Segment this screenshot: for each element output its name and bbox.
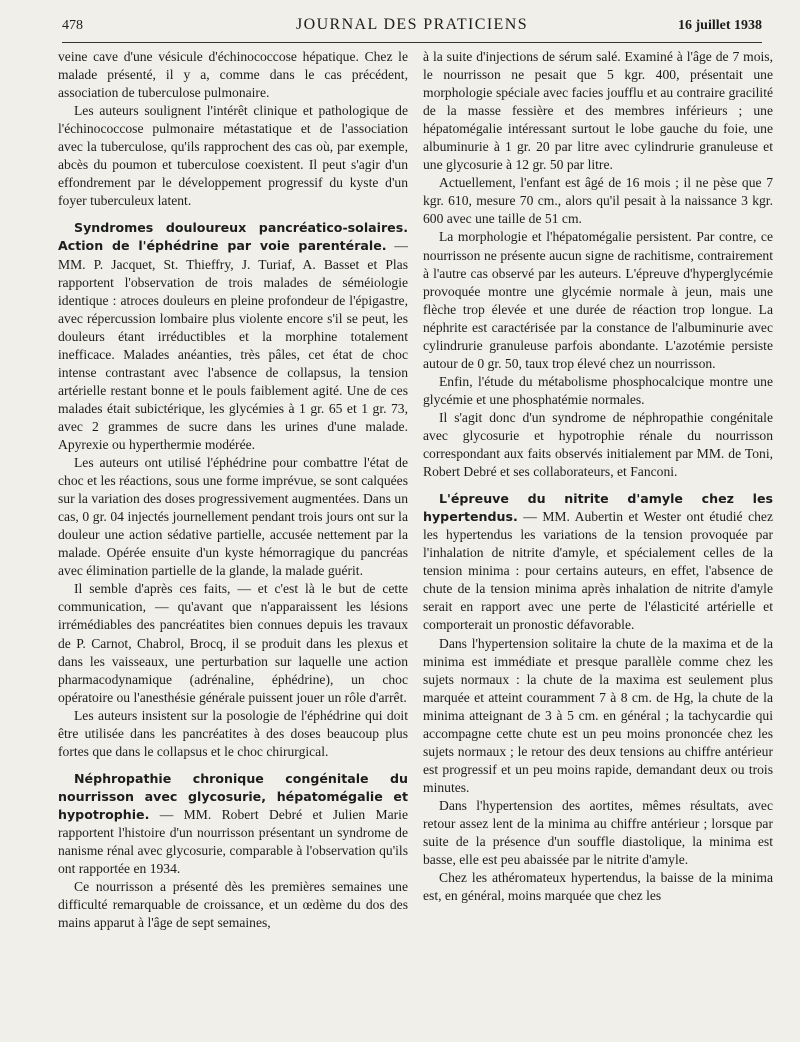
section-nephropathie	[58, 770, 408, 878]
right-column	[423, 48, 773, 905]
paragraph: Enfin, l'étude du métabolisme phosphocalcique montre une glycémie et une phosphatémie normales.	[423, 373, 773, 407]
paragraph: Actuellement, l'enfant est âgé de 16 mois ; il ne pèse que 7 kgr. 610, mesure 70 cm., alors qu'il pesait à la naissance 3 kgr. 600 avec une taille de 51 cm.	[423, 175, 773, 227]
section-title: Syndromes douloureux pancréatico-solaires. Action de l'éphédrine par voie parentérale.	[58, 220, 408, 254]
left-column	[58, 48, 408, 932]
page-header	[62, 14, 762, 43]
page-number: 478	[62, 18, 83, 33]
section-text: — MM. P. Jacquet, St. Thieffry, J. Turiaf, A. Basset et Plas rapportent l'observation de trois malades de séméiologie identique : atroces douleurs en pleine profondeur de l'épigastre, avec répercussion lombaire plus violente encore s'il se peut, les douleurs étant irréductibles et la morphine totalement inefficace. Malades anéanties, très pâles, cet état de choc intense contrastant avec l'absence de collapsus, la tension artérielle restant bonne et le pouls faiblement agité. Une de ces malades était subictérique, les glycémies à 1 gr. 65 et 1 gr. 73, avec 2 grammes de sucre dans les urines d'une malade. Apyrexie ou hyperthermie modérée.	[58, 238, 408, 452]
paragraph: Dans l'hypertension solitaire la chute de la maxima et de la minima est immédiate et presque parallèle comme chez les sujets normaux : la chute de la maxima est seulement plus marquée et atteint couramment 7 à 8 cm. de Hg, la chute de la minima atteignant de 3 à 5 cm. en général ; la tachycardie qui accompagne cette chute est un peu moins prononcée chez les sujets normaux ; le retour des deux tensions au chiffre antérieur est progressif et un peu moins rapide, demandant deux ou trois minutes.	[423, 635, 773, 795]
section-pancreatico	[58, 219, 408, 454]
journal-title: JOURNAL DES PRATICIENS	[295, 16, 528, 33]
paragraph: Dans l'hypertension des aortites, mêmes résultats, avec retour assez lent de la minima au chiffre antérieur ; lorsque par suite de la présence d'un souffle diastolique, la minima est basse, elle est peu abaissée par le nitrite d'amyle.	[423, 797, 773, 868]
paragraph: Il s'agit donc d'un syndrome de néphropathie congénitale avec glycosurie et hypotrophie rénale du nourrisson correspondant aux faits observés initialement par MM. de Toni, Robert Debré et ses collaborateurs, et Fanconi.	[423, 409, 773, 480]
paragraph: Il semble d'après ces faits, — et c'est là le but de cette communication, — qu'avant que n'apparaissent les lésions irrémédiables des pancréatites bien connues depuis les travaux de P. Carnot, Chabrol, Brocq, il se produit dans les plexus et dans les vaisseaux, une perturbation sur laquelle une action pharmacodynamique (adrénaline, éphédrine), un choc opératoire ou l'anesthésie générale puissent jouer un rôle d'arrêt.	[58, 581, 408, 705]
section-text: — MM. Aubertin et Wester ont étudié chez les hypertendus les variations de la tension provoquée par l'inhalation de nitrite d'amyle, et spécialement celles de la tension minima : pour certains auteurs, en effet, l'absence de chute de la tension minima après inhalation de nitrite d'amyle serait en rapport avec une perte de l'élasticité artérielle et comporterait un pronostic défavorable.	[423, 509, 773, 633]
paragraph: La morphologie et l'hépatomégalie persistent. Par contre, ce nourrisson ne présente aucun signe de rachitisme, contrairement à l'autre cas observé par les auteurs. L'épreuve d'hyperglycémie provoquée montre une glycémie normale à jeun, mais une flèche trop élevée et une durée de réaction trop longue. La néphrite est caractérisée par la constance de l'albuminurie avec cylindrurie granuleuse parfois abondante. L'azotémie persiste autour de 0 gr. 50, taux trop élevé chez un nourrisson.	[423, 229, 773, 371]
paragraph: à la suite d'injections de sérum salé. Examiné à l'âge de 7 mois, le nourrisson ne pesait que 5 kgr. 400, présentait une morphologie spéciale avec facies joufflu et au contraire gracilité de la masse fessière et des membres inférieurs ; une hépatomégalie intéressant surtout le lobe gauche du foie, une albuminurie à 1 gr. 20 par litre avec cylindrurie granuleuse et une glycosurie à 12 gr. 50 par litre.	[423, 49, 773, 173]
paragraph: veine cave d'une vésicule d'échinococcose hépatique. Chez le malade présenté, il y a, comme dans le cas précédent, association de tuberculose pulmonaire.	[58, 49, 408, 101]
paragraph: Les auteurs soulignent l'intérêt clinique et pathologique de l'échinococcose pulmonaire métastatique et de l'association avec la tuberculose, qu'ils rapprochent des cas où, par exemple, abcès du poumon et tuberculose coexistent. Il peut s'agir d'un effondrement par le développement progressif du kyste d'un foyer tuberculeux latent.	[58, 103, 408, 209]
issue-date: 16 juillet 1938	[678, 18, 762, 33]
paragraph: Les auteurs insistent sur la posologie de l'éphédrine qui doit être utilisée dans les pancréatites à des doses beaucoup plus fortes que dans le collapsus et le choc chirurgical.	[58, 707, 408, 759]
paragraph: Ce nourrisson a présenté dès les premières semaines une difficulté remarquable de croissance, et un œdème du dos des mains apparut à l'âge de sept semaines,	[58, 879, 408, 931]
section-nitrite	[423, 490, 773, 634]
paragraph: Chez les athéromateux hypertendus, la baisse de la minima est, en général, moins marquée que chez les	[423, 870, 773, 904]
section-title: Néphropathie chronique congénitale du nourrisson avec glycosurie, hépatomégalie et hypotrophie.	[58, 770, 408, 822]
paragraph: Les auteurs ont utilisé l'éphédrine pour combattre l'état de choc et les réactions, sous une forme imprévue, se sont calquées sur la variation des doses progressivement augmentées. Dans un cas, 0 gr. 04 injectés journellement pendant trois jours ont sur la douleur une action sédative partielle, accusée nettement par la malade. Opérée ensuite d'un kyste hémorragique du pancréas avec élimination partielle de la glande, la malade guérit.	[58, 455, 408, 579]
section-text: — MM. Robert Debré et Julien Marie rapportent l'histoire d'un nourrisson présentant un syndrome de nanisme rénal avec glycosurie, comparable à l'observation qu'ils ont rapportée en 1934.	[58, 806, 408, 877]
section-title: L'épreuve du nitrite d'amyle chez les hypertendus.	[423, 491, 773, 525]
